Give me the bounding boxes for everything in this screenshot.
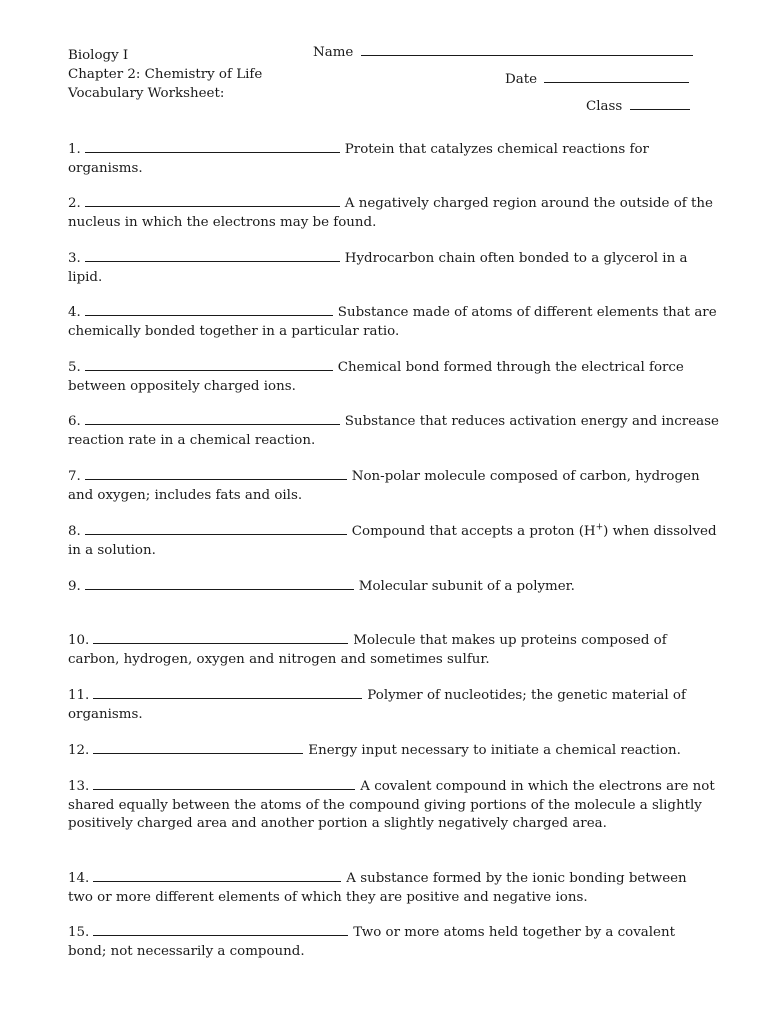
answer-blank[interactable] bbox=[93, 740, 303, 754]
item-definition-cont: organisms. bbox=[68, 706, 143, 722]
item-number: 15. bbox=[68, 925, 90, 940]
item-definition: Hydrocarbon chain often bonded to a glycerol in a bbox=[344, 251, 688, 266]
item-number: 4. bbox=[68, 305, 81, 320]
item-number: 7. bbox=[68, 469, 81, 484]
answer-blank[interactable] bbox=[93, 868, 341, 882]
vocab-item bbox=[68, 685, 728, 724]
item-definition-cont: reaction rate in a chemical reaction. bbox=[68, 432, 316, 448]
date-label: Date bbox=[505, 72, 538, 87]
item-definition-cont: carbon, hydrogen, oxygen and nitrogen and sometimes sulfur. bbox=[68, 651, 490, 667]
answer-blank[interactable] bbox=[85, 302, 333, 316]
item-definition: Protein that catalyzes chemical reactions for bbox=[344, 142, 649, 157]
item-number: 6. bbox=[68, 414, 81, 429]
item-number: 5. bbox=[68, 360, 81, 375]
item-definition-cont: and oxygen; includes fats and oils. bbox=[68, 487, 303, 503]
item-number: 9. bbox=[68, 579, 81, 594]
vocab-item bbox=[68, 466, 728, 505]
course-title: Biology I bbox=[68, 48, 129, 63]
answer-blank[interactable] bbox=[85, 576, 354, 590]
class-blank[interactable] bbox=[630, 95, 690, 110]
item-definition: A negatively charged region around the outside of the bbox=[344, 196, 713, 211]
vocab-item bbox=[68, 868, 728, 907]
item-definition-cont-2: positively charged area and another portion a slightly negatively charged area. bbox=[68, 816, 607, 831]
vocab-item bbox=[68, 193, 728, 232]
item-definition-cont: organisms. bbox=[68, 160, 143, 176]
item-definition-end: ) when dissolved bbox=[603, 524, 717, 539]
class-label: Class bbox=[586, 99, 623, 114]
name-label: Name bbox=[313, 45, 354, 60]
answer-blank[interactable] bbox=[93, 685, 362, 699]
vocab-item bbox=[68, 248, 728, 287]
answer-blank[interactable] bbox=[85, 248, 340, 262]
item-definition: Molecule that makes up proteins composed of bbox=[353, 633, 667, 648]
item-definition-cont: nucleus in which the electrons may be found. bbox=[68, 214, 377, 230]
vocab-item bbox=[68, 411, 728, 450]
item-number: 11. bbox=[68, 688, 90, 703]
item-definition: Chemical bond formed through the electrical force bbox=[337, 360, 684, 375]
item-definition-cont: shared equally between the atoms of the compound giving portions of the molecule a slightly bbox=[68, 797, 702, 813]
item-definition: Substance made of atoms of different elements that are bbox=[337, 305, 717, 320]
answer-blank[interactable] bbox=[93, 630, 348, 644]
vocab-item bbox=[68, 776, 728, 834]
item-definition: Two or more atoms held together by a covalent bbox=[353, 925, 675, 940]
item-number: 3. bbox=[68, 251, 81, 266]
item-number: 12. bbox=[68, 743, 90, 758]
item-definition-cont: in a solution. bbox=[68, 542, 156, 558]
item-definition: Polymer of nucleotides; the genetic material of bbox=[367, 688, 686, 703]
item-definition-cont: bond; not necessarily a compound. bbox=[68, 943, 305, 959]
item-definition: A substance formed by the ionic bonding between bbox=[346, 871, 687, 886]
item-definition: Substance that reduces activation energy and increase bbox=[344, 414, 719, 429]
name-blank[interactable] bbox=[361, 41, 693, 56]
item-definition: Compound that accepts a proton (H bbox=[351, 524, 596, 539]
item-number: 14. bbox=[68, 871, 90, 886]
answer-blank[interactable] bbox=[85, 411, 340, 425]
answer-blank[interactable] bbox=[85, 193, 340, 207]
worksheet-title: Vocabulary Worksheet: bbox=[68, 86, 225, 101]
item-number: 13. bbox=[68, 779, 90, 794]
item-definition: Non-polar molecule composed of carbon, hydrogen bbox=[351, 469, 700, 484]
item-definition: Energy input necessary to initiate a chemical reaction. bbox=[308, 743, 681, 758]
answer-blank[interactable] bbox=[85, 521, 347, 535]
chapter-title: Chapter 2: Chemistry of Life bbox=[68, 67, 263, 82]
item-number: 8. bbox=[68, 524, 81, 539]
date-blank[interactable] bbox=[544, 68, 689, 83]
item-definition-cont: lipid. bbox=[68, 269, 103, 285]
answer-blank[interactable] bbox=[85, 139, 340, 153]
class-field[interactable] bbox=[586, 95, 690, 117]
item-definition-cont: chemically bonded together in a particular ratio. bbox=[68, 323, 400, 339]
name-field[interactable] bbox=[313, 41, 693, 63]
answer-blank[interactable] bbox=[93, 776, 355, 790]
vocab-item bbox=[68, 139, 728, 178]
answer-blank[interactable] bbox=[85, 357, 333, 371]
item-definition: Molecular subunit of a polymer. bbox=[358, 579, 575, 594]
vocab-item bbox=[68, 357, 728, 396]
item-definition-cont: two or more different elements of which they are positive and negative ions. bbox=[68, 889, 588, 905]
course-header bbox=[68, 47, 262, 104]
item-number: 10. bbox=[68, 633, 90, 648]
item-number: 2. bbox=[68, 196, 81, 211]
answer-blank[interactable] bbox=[93, 922, 348, 936]
item-definition-cont: between oppositely charged ions. bbox=[68, 378, 296, 394]
vocab-item bbox=[68, 521, 728, 560]
vocab-item bbox=[68, 576, 728, 597]
vocab-item bbox=[68, 630, 728, 669]
item-definition: A covalent compound in which the electrons are not bbox=[360, 779, 715, 794]
vocab-item bbox=[68, 740, 728, 761]
vocab-item bbox=[68, 922, 728, 961]
superscript-plus: + bbox=[595, 522, 604, 533]
item-number: 1. bbox=[68, 142, 81, 157]
answer-blank[interactable] bbox=[85, 466, 347, 480]
vocab-item bbox=[68, 302, 728, 341]
date-field[interactable] bbox=[505, 68, 689, 90]
